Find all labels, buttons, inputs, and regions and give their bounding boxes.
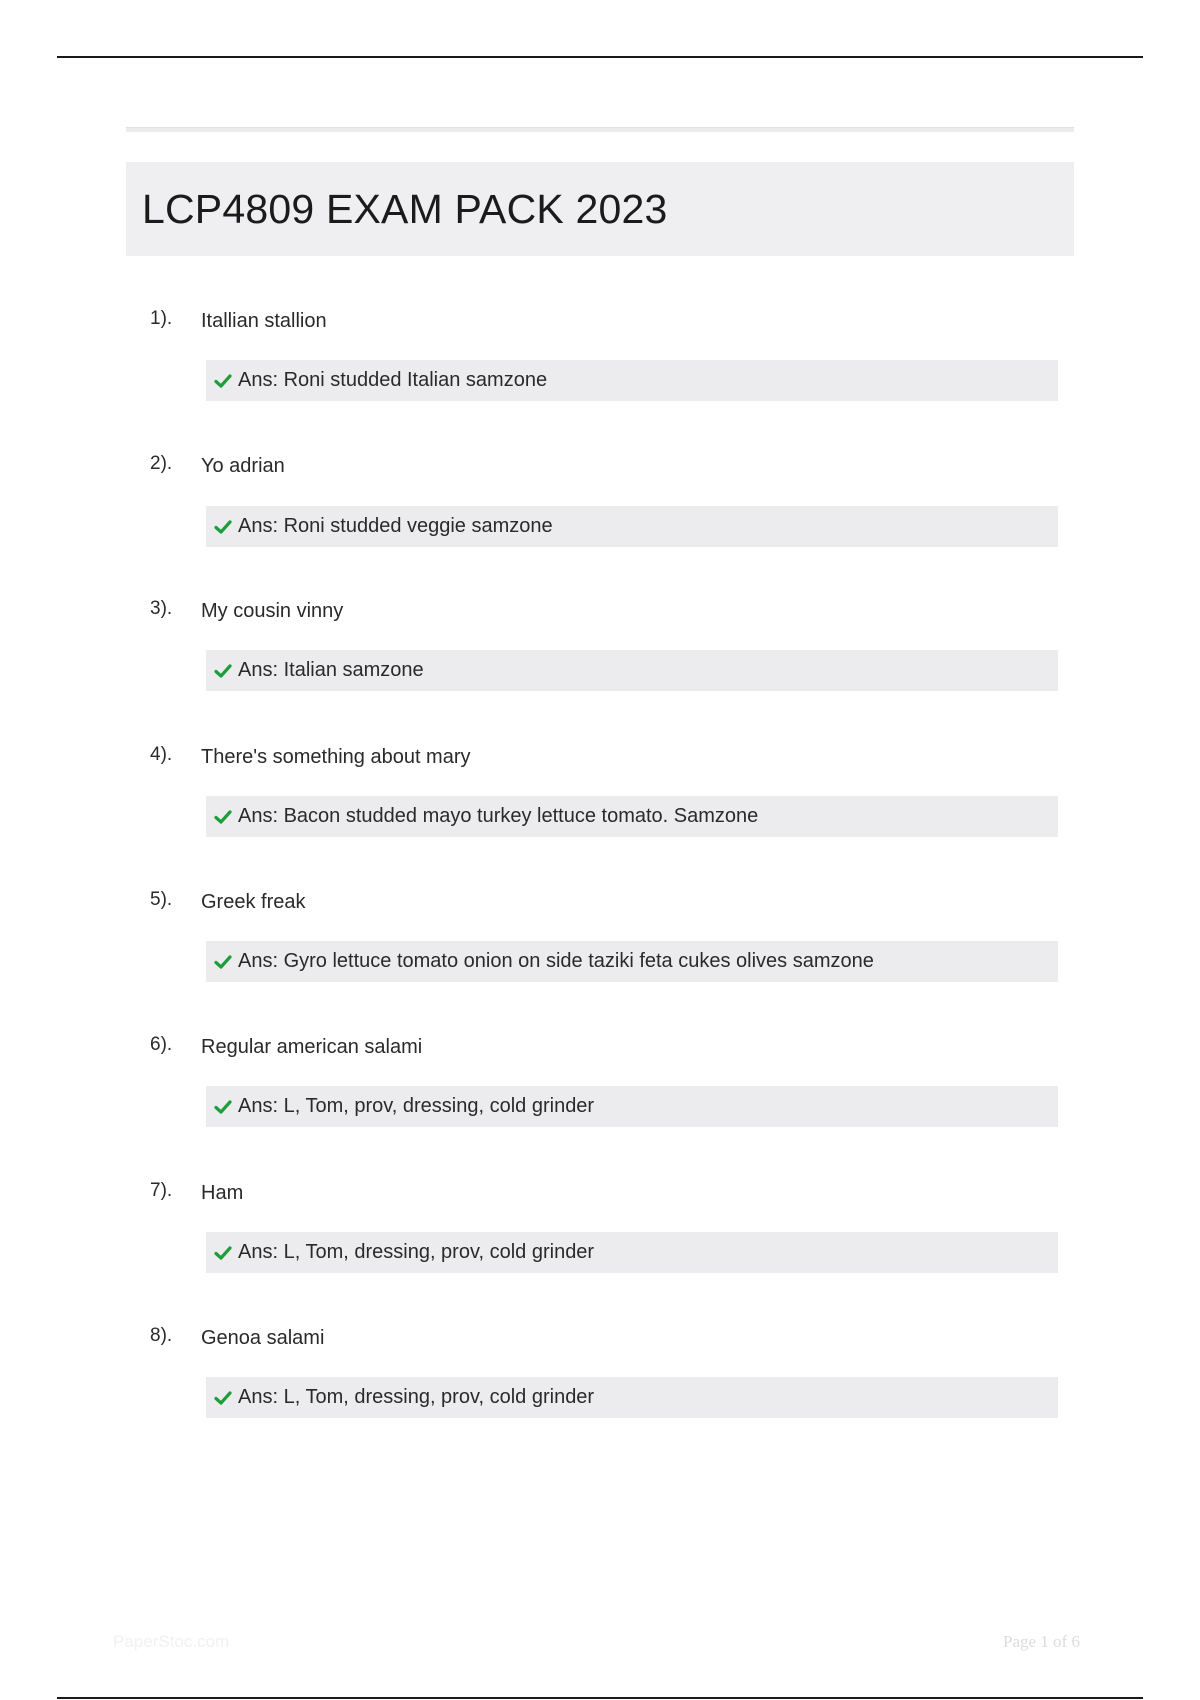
question-prompt: Genoa salami — [201, 1327, 325, 1349]
question-item — [0, 1180, 1200, 1300]
question-item — [0, 308, 1200, 428]
question-number: 5). — [150, 889, 173, 910]
question-number: 3). — [150, 598, 173, 619]
question-item — [0, 744, 1200, 864]
answer-text: Ans: L, Tom, dressing, prov, cold grinder — [238, 1241, 595, 1263]
question-prompt: Itallian stallion — [201, 310, 327, 332]
answer-text: Ans: Bacon studded mayo turkey lettuce tomato. Samzone — [238, 805, 759, 827]
question-item — [0, 1034, 1200, 1154]
answer-box — [206, 1377, 1058, 1418]
answer-box — [206, 1232, 1058, 1273]
check-icon — [212, 370, 234, 392]
question-item — [0, 889, 1200, 1009]
answer-box — [206, 650, 1058, 691]
answer-text: Ans: Roni studded veggie samzone — [238, 515, 553, 537]
question-prompt: Regular american salami — [201, 1036, 423, 1058]
question-prompt: Ham — [201, 1182, 244, 1204]
answer-box — [206, 1086, 1058, 1127]
question-item — [0, 453, 1200, 573]
question-number: 4). — [150, 744, 173, 765]
question-number: 8). — [150, 1325, 173, 1346]
answer-box — [206, 796, 1058, 837]
answer-text: Ans: Roni studded Italian samzone — [238, 369, 548, 391]
question-number: 2). — [150, 453, 173, 474]
question-prompt: Yo adrian — [201, 455, 285, 477]
question-number: 6). — [150, 1034, 173, 1055]
check-icon — [212, 1096, 234, 1118]
footer-watermark: PaperStoc.com — [113, 1632, 230, 1651]
question-prompt: Greek freak — [201, 891, 306, 913]
title-band — [126, 162, 1074, 256]
top-rule — [57, 56, 1143, 58]
question-prompt: My cousin vinny — [201, 600, 344, 622]
question-number: 1). — [150, 308, 173, 329]
answer-box — [206, 360, 1058, 401]
answer-text: Ans: L, Tom, dressing, prov, cold grinder — [238, 1386, 595, 1408]
answer-text: Ans: L, Tom, prov, dressing, cold grinder — [238, 1095, 595, 1117]
answer-box — [206, 506, 1058, 547]
bottom-rule — [57, 1697, 1143, 1699]
page-title: LCP4809 EXAM PACK 2023 — [142, 185, 668, 232]
header-separator — [126, 127, 1074, 132]
answer-text: Ans: Italian samzone — [238, 659, 424, 681]
page-number: Page 1 of 6 — [1003, 1632, 1080, 1651]
check-icon — [212, 1387, 234, 1409]
answer-text: Ans: Gyro lettuce tomato onion on side taziki feta cukes olives samzone — [238, 950, 874, 972]
question-number: 7). — [150, 1180, 173, 1201]
check-icon — [212, 806, 234, 828]
question-prompt: There's something about mary — [201, 746, 471, 768]
check-icon — [212, 660, 234, 682]
question-item — [0, 1325, 1200, 1445]
question-item — [0, 598, 1200, 718]
check-icon — [212, 516, 234, 538]
check-icon — [212, 1242, 234, 1264]
check-icon — [212, 951, 234, 973]
answer-box — [206, 941, 1058, 982]
